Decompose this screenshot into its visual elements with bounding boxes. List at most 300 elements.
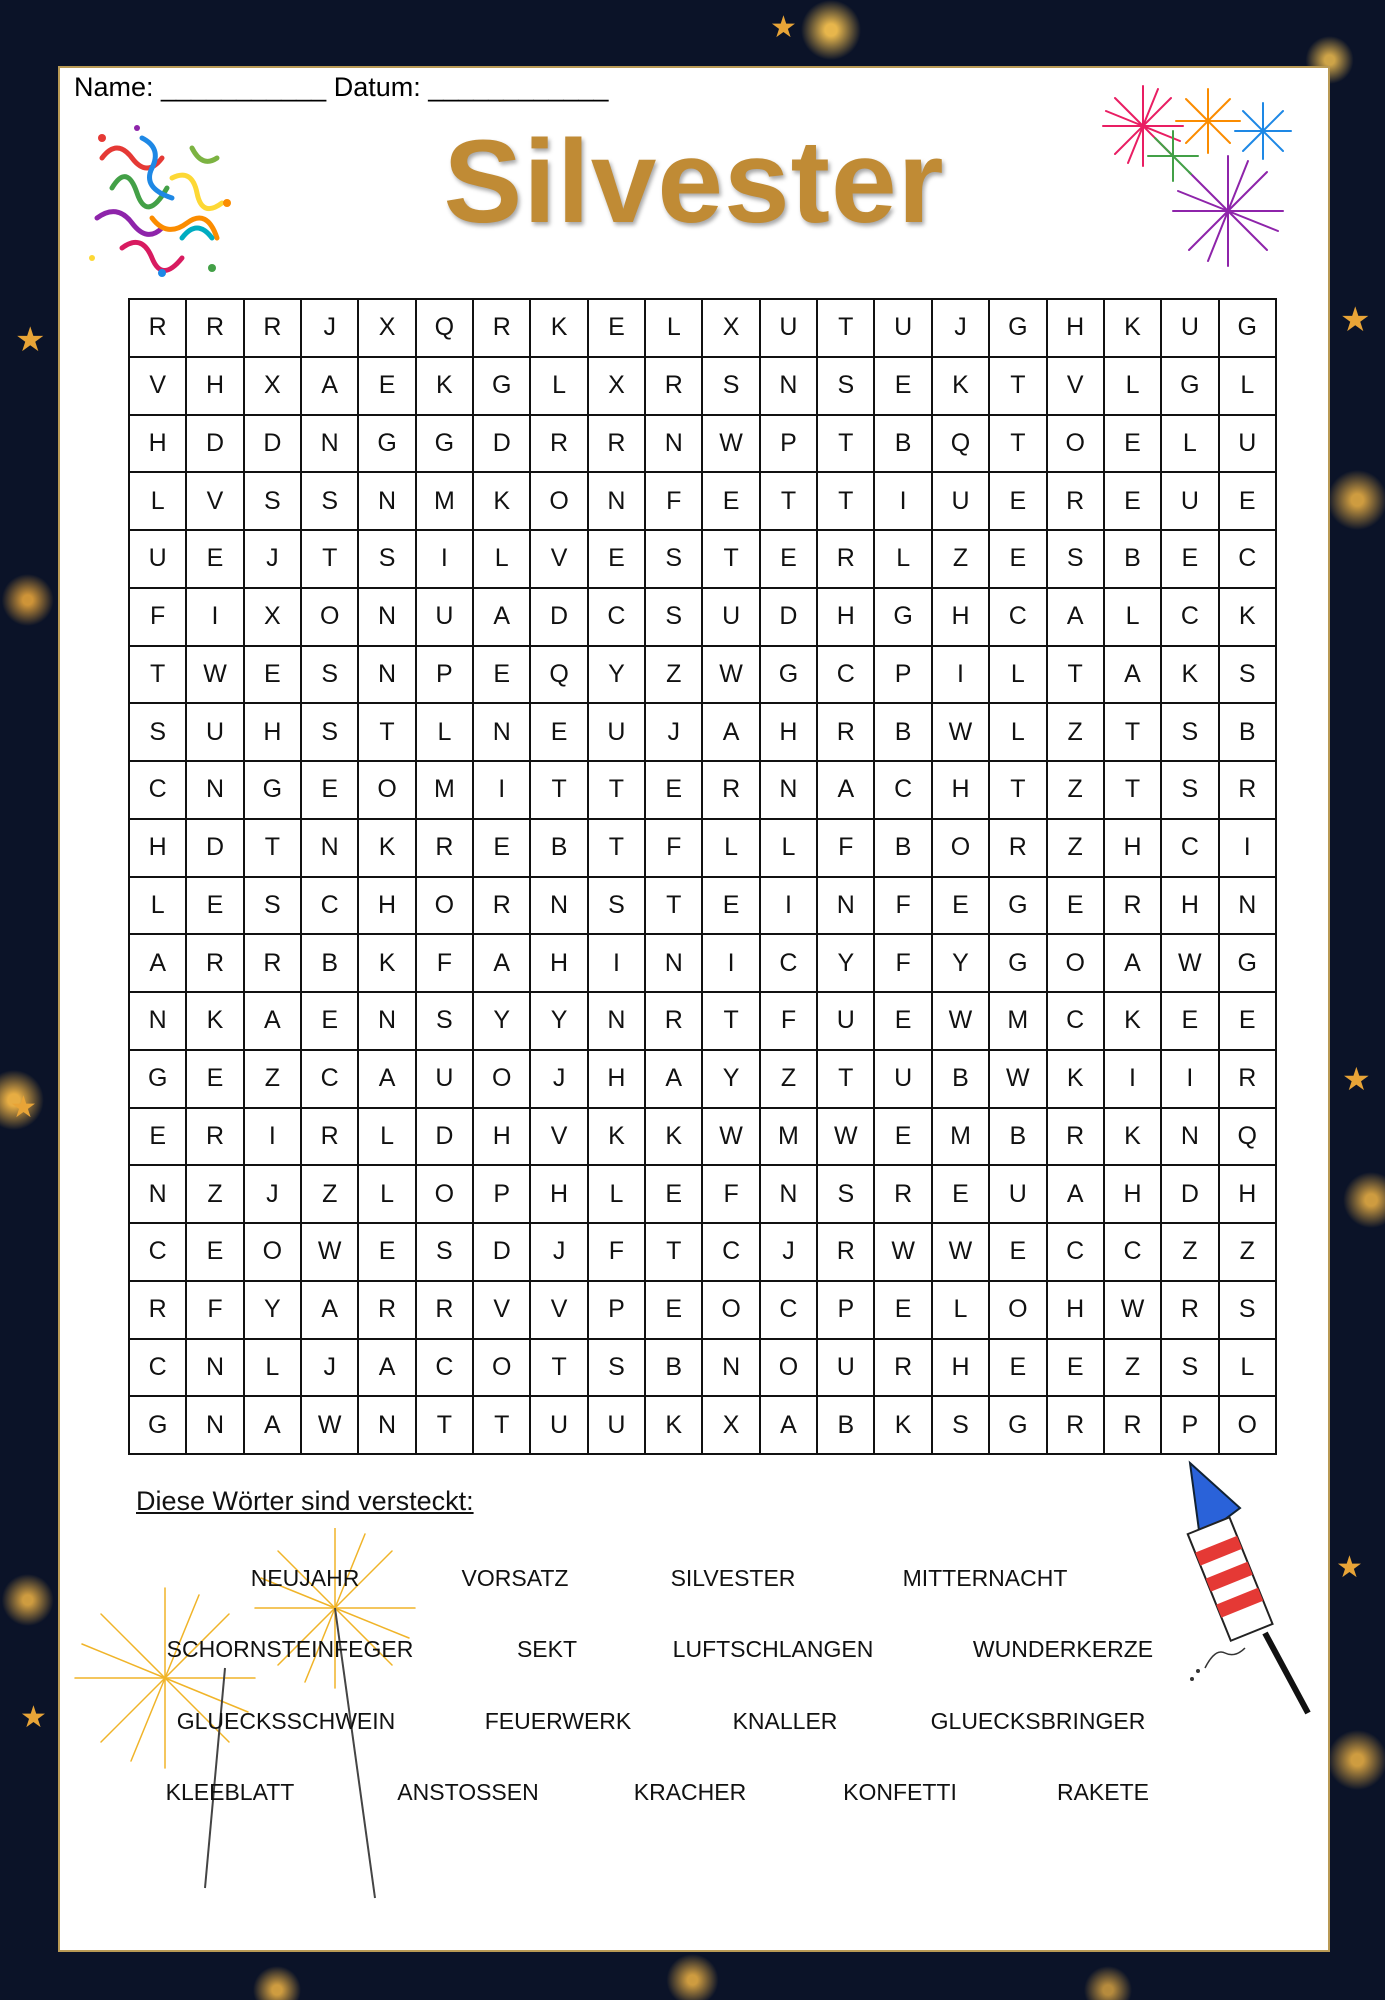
grid-cell: C (301, 877, 358, 935)
grid-cell: L (244, 1339, 301, 1397)
grid-cell: Q (530, 646, 587, 704)
grid-cell: E (186, 877, 243, 935)
grid-cell: U (416, 1050, 473, 1108)
grid-cell: T (817, 299, 874, 357)
grid-cell: R (1047, 472, 1104, 530)
grid-cell: C (702, 1223, 759, 1281)
grid-cell: T (588, 819, 645, 877)
grid-cell: H (1104, 819, 1161, 877)
grid-cell: F (645, 819, 702, 877)
grid-cell: Z (645, 646, 702, 704)
grid-cell: N (358, 472, 415, 530)
grid-cell: W (1104, 1281, 1161, 1339)
grid-cell: U (129, 530, 186, 588)
grid-row (129, 934, 1276, 992)
grid-cell: C (874, 761, 931, 819)
grid-cell: O (416, 1165, 473, 1223)
hidden-word: SEKT (516, 1636, 578, 1662)
grid-cell: C (760, 934, 817, 992)
star-icon: ★ (10, 1090, 37, 1125)
grid-cell: A (1047, 588, 1104, 646)
grid-cell: E (1219, 472, 1276, 530)
grid-cell: E (874, 357, 931, 415)
grid-cell: B (530, 819, 587, 877)
grid-cell: N (129, 992, 186, 1050)
grid-cell: T (817, 415, 874, 473)
grid-cell: Z (1047, 819, 1104, 877)
grid-row (129, 992, 1276, 1050)
grid-cell: O (1219, 1396, 1276, 1454)
grid-cell: C (817, 646, 874, 704)
grid-cell: N (588, 992, 645, 1050)
grid-row (129, 761, 1276, 819)
grid-cell: R (1047, 1396, 1104, 1454)
grid-cell: I (473, 761, 530, 819)
grid-cell: W (1161, 934, 1218, 992)
grid-cell: B (301, 934, 358, 992)
grid-cell: T (760, 472, 817, 530)
grid-cell: L (1104, 357, 1161, 415)
grid-cell: W (874, 1223, 931, 1281)
grid-cell: L (129, 877, 186, 935)
grid-cell: I (760, 877, 817, 935)
grid-cell: S (1161, 761, 1218, 819)
grid-cell: S (301, 646, 358, 704)
grid-cell: E (186, 1223, 243, 1281)
grid-cell: Z (1047, 761, 1104, 819)
grid-cell: E (645, 1165, 702, 1223)
grid-cell: R (416, 819, 473, 877)
grid-cell: H (588, 1050, 645, 1108)
grid-cell: E (874, 992, 931, 1050)
grid-cell: T (702, 992, 759, 1050)
grid-cell: K (1219, 588, 1276, 646)
grid-cell: G (416, 415, 473, 473)
grid-cell: A (244, 1396, 301, 1454)
grid-cell: R (473, 299, 530, 357)
grid-cell: O (358, 761, 415, 819)
grid-cell: O (473, 1050, 530, 1108)
grid-cell: J (645, 703, 702, 761)
grid-cell: X (244, 357, 301, 415)
grid-cell: O (530, 472, 587, 530)
grid-cell: B (989, 1108, 1046, 1166)
grid-cell: C (989, 588, 1046, 646)
grid-cell: Q (416, 299, 473, 357)
grid-cell: Z (1104, 1339, 1161, 1397)
grid-cell: E (473, 819, 530, 877)
grid-cell: A (301, 1281, 358, 1339)
grid-cell: X (702, 1396, 759, 1454)
grid-cell: T (989, 761, 1046, 819)
grid-cell: B (874, 415, 931, 473)
grid-cell: O (301, 588, 358, 646)
grid-row (129, 1165, 1276, 1223)
grid-cell: T (817, 472, 874, 530)
grid-cell: I (1104, 1050, 1161, 1108)
grid-cell: L (358, 1108, 415, 1166)
hidden-word: SCHORNSTEINFEGER (166, 1636, 414, 1662)
grid-cell: H (932, 588, 989, 646)
grid-cell: E (1161, 992, 1218, 1050)
hidden-word: SILVESTER (670, 1565, 796, 1591)
grid-cell: R (301, 1108, 358, 1166)
grid-cell: U (530, 1396, 587, 1454)
grid-cell: I (588, 934, 645, 992)
grid-row (129, 877, 1276, 935)
grid-cell: Q (932, 415, 989, 473)
grid-cell: E (186, 1050, 243, 1108)
grid-cell: S (588, 877, 645, 935)
grid-cell: T (645, 1223, 702, 1281)
grid-cell: O (416, 877, 473, 935)
grid-cell: E (588, 530, 645, 588)
grid-cell: P (473, 1165, 530, 1223)
grid-cell: C (129, 1223, 186, 1281)
grid-cell: H (186, 357, 243, 415)
grid-cell: G (1219, 934, 1276, 992)
grid-cell: L (874, 530, 931, 588)
grid-cell: P (588, 1281, 645, 1339)
grid-cell: R (817, 1223, 874, 1281)
grid-cell: S (817, 357, 874, 415)
grid-cell: X (588, 357, 645, 415)
grid-cell: M (989, 992, 1046, 1050)
grid-cell: T (416, 1396, 473, 1454)
grid-cell: S (244, 877, 301, 935)
grid-cell: Z (760, 1050, 817, 1108)
grid-cell: R (1219, 1050, 1276, 1108)
grid-cell: K (186, 992, 243, 1050)
grid-cell: S (358, 530, 415, 588)
grid-row (129, 472, 1276, 530)
grid-cell: U (760, 299, 817, 357)
grid-cell: M (932, 1108, 989, 1166)
grid-cell: X (702, 299, 759, 357)
grid-cell: L (129, 472, 186, 530)
grid-cell: T (530, 761, 587, 819)
grid-cell: J (301, 299, 358, 357)
grid-cell: C (1104, 1223, 1161, 1281)
grid-cell: U (186, 703, 243, 761)
grid-cell: O (1047, 415, 1104, 473)
grid-cell: L (989, 703, 1046, 761)
grid-row (129, 1281, 1276, 1339)
grid-cell: R (874, 1339, 931, 1397)
grid-cell: U (1161, 299, 1218, 357)
grid-cell: N (186, 761, 243, 819)
grid-cell: R (244, 934, 301, 992)
grid-cell: U (817, 992, 874, 1050)
grid-cell: R (817, 530, 874, 588)
grid-cell: O (760, 1339, 817, 1397)
grid-cell: S (1161, 703, 1218, 761)
grid-cell: S (645, 530, 702, 588)
grid-cell: G (1219, 299, 1276, 357)
grid-cell: R (874, 1165, 931, 1223)
grid-cell: V (530, 1108, 587, 1166)
grid-cell: E (874, 1281, 931, 1339)
grid-cell: E (645, 1281, 702, 1339)
grid-cell: G (874, 588, 931, 646)
grid-cell: G (989, 1396, 1046, 1454)
grid-cell: Q (1219, 1108, 1276, 1166)
grid-cell: C (129, 1339, 186, 1397)
grid-cell: W (932, 992, 989, 1050)
grid-cell: L (932, 1281, 989, 1339)
grid-cell: N (358, 992, 415, 1050)
grid-cell: S (1219, 646, 1276, 704)
grid-cell: N (817, 877, 874, 935)
grid-cell: A (817, 761, 874, 819)
grid-cell: G (358, 415, 415, 473)
grid-row (129, 703, 1276, 761)
grid-cell: S (932, 1396, 989, 1454)
grid-cell: B (1219, 703, 1276, 761)
grid-cell: R (1047, 1108, 1104, 1166)
grid-cell: F (588, 1223, 645, 1281)
grid-cell: V (186, 472, 243, 530)
grid-cell: D (530, 588, 587, 646)
grid-cell: E (1161, 530, 1218, 588)
grid-cell: K (645, 1396, 702, 1454)
grid-cell: U (588, 1396, 645, 1454)
grid-cell: E (244, 646, 301, 704)
grid-cell: W (702, 1108, 759, 1166)
grid-cell: N (588, 472, 645, 530)
grid-cell: T (588, 761, 645, 819)
grid-cell: D (244, 415, 301, 473)
star-icon: ★ (15, 320, 46, 360)
grid-cell: G (1161, 357, 1218, 415)
grid-cell: L (530, 357, 587, 415)
grid-cell: R (645, 992, 702, 1050)
rocket-icon (1170, 1453, 1320, 1723)
grid-cell: B (817, 1396, 874, 1454)
grid-cell: L (702, 819, 759, 877)
grid-cell: A (129, 934, 186, 992)
grid-cell: E (989, 472, 1046, 530)
grid-cell: A (358, 1339, 415, 1397)
grid-cell: I (416, 530, 473, 588)
grid-cell: Z (1047, 703, 1104, 761)
hidden-word: LUFTSCHLANGEN (672, 1636, 874, 1662)
grid-cell: P (1161, 1396, 1218, 1454)
grid-cell: Z (244, 1050, 301, 1108)
grid-cell: L (1104, 588, 1161, 646)
grid-cell: D (186, 819, 243, 877)
grid-cell: S (817, 1165, 874, 1223)
grid-cell: S (301, 472, 358, 530)
grid-cell: E (301, 761, 358, 819)
grid-cell: N (358, 646, 415, 704)
grid-cell: S (1219, 1281, 1276, 1339)
grid-row (129, 299, 1276, 357)
grid-cell: F (416, 934, 473, 992)
grid-cell: F (874, 934, 931, 992)
grid-cell: G (989, 934, 1046, 992)
grid-cell: E (989, 530, 1046, 588)
grid-cell: E (1104, 415, 1161, 473)
grid-cell: U (874, 1050, 931, 1108)
grid-cell: H (244, 703, 301, 761)
grid-cell: N (301, 819, 358, 877)
grid-cell: A (358, 1050, 415, 1108)
grid-cell: T (817, 1050, 874, 1108)
grid-cell: N (301, 415, 358, 473)
hidden-word: WUNDERKERZE (972, 1636, 1154, 1662)
grid-cell: R (129, 299, 186, 357)
grid-cell: E (645, 761, 702, 819)
grid-cell: D (186, 415, 243, 473)
grid-cell: A (301, 357, 358, 415)
grid-cell: J (760, 1223, 817, 1281)
grid-row (129, 530, 1276, 588)
grid-cell: K (645, 1108, 702, 1166)
grid-cell: M (416, 472, 473, 530)
grid-cell: S (645, 588, 702, 646)
grid-cell: V (1047, 357, 1104, 415)
grid-cell: A (1104, 934, 1161, 992)
grid-cell: H (817, 588, 874, 646)
grid-row (129, 357, 1276, 415)
grid-cell: O (989, 1281, 1046, 1339)
grid-cell: U (702, 588, 759, 646)
grid-cell: I (874, 472, 931, 530)
hidden-word: NEUJAHR (250, 1565, 360, 1591)
grid-cell: A (244, 992, 301, 1050)
grid-cell: N (530, 877, 587, 935)
grid-cell: T (473, 1396, 530, 1454)
grid-cell: R (989, 819, 1046, 877)
grid-cell: E (530, 703, 587, 761)
grid-cell: B (1104, 530, 1161, 588)
grid-cell: W (817, 1108, 874, 1166)
grid-cell: V (129, 357, 186, 415)
grid-cell: H (530, 1165, 587, 1223)
grid-cell: E (301, 992, 358, 1050)
grid-cell: K (1161, 646, 1218, 704)
grid-cell: H (932, 1339, 989, 1397)
grid-cell: H (473, 1108, 530, 1166)
grid-cell: S (129, 703, 186, 761)
grid-cell: R (358, 1281, 415, 1339)
hidden-word: RAKETE (1056, 1779, 1150, 1805)
hidden-word: FEUERWERK (484, 1708, 632, 1734)
grid-cell: N (358, 1396, 415, 1454)
grid-cell: I (186, 588, 243, 646)
grid-cell: B (645, 1339, 702, 1397)
grid-cell: E (129, 1108, 186, 1166)
grid-cell: N (1219, 877, 1276, 935)
grid-cell: L (1161, 415, 1218, 473)
grid-cell: L (645, 299, 702, 357)
grid-cell: R (588, 415, 645, 473)
grid-cell: R (645, 357, 702, 415)
grid-cell: U (1219, 415, 1276, 473)
grid-cell: C (1047, 1223, 1104, 1281)
grid-cell: M (760, 1108, 817, 1166)
grid-cell: C (1219, 530, 1276, 588)
grid-cell: N (186, 1339, 243, 1397)
grid-cell: Y (817, 934, 874, 992)
grid-cell: S (416, 1223, 473, 1281)
grid-cell: E (588, 299, 645, 357)
grid-cell: U (817, 1339, 874, 1397)
grid-cell: L (760, 819, 817, 877)
page-title: Silvester (443, 116, 945, 248)
grid-cell: T (129, 646, 186, 704)
grid-cell: H (129, 415, 186, 473)
grid-cell: H (129, 819, 186, 877)
grid-cell: A (1104, 646, 1161, 704)
grid-cell: J (244, 530, 301, 588)
star-icon: ★ (1342, 1060, 1371, 1098)
grid-cell: N (760, 1165, 817, 1223)
grid-cell: R (817, 703, 874, 761)
grid-cell: K (473, 472, 530, 530)
grid-cell: S (588, 1339, 645, 1397)
grid-cell: E (989, 1223, 1046, 1281)
hidden-word: VORSATZ (461, 1565, 569, 1591)
grid-cell: N (1161, 1108, 1218, 1166)
name-date-line: Name: ___________ Datum: ____________ (74, 72, 609, 102)
grid-cell: H (932, 761, 989, 819)
grid-cell: N (129, 1165, 186, 1223)
hidden-word: GLUECKSBRINGER (930, 1708, 1146, 1734)
grid-cell: C (760, 1281, 817, 1339)
grid-cell: J (301, 1339, 358, 1397)
grid-cell: U (989, 1165, 1046, 1223)
hidden-word: ANSTOSSEN (397, 1779, 539, 1805)
grid-cell: W (702, 646, 759, 704)
grid-cell: W (301, 1396, 358, 1454)
grid-cell: W (989, 1050, 1046, 1108)
grid-cell: G (129, 1050, 186, 1108)
grid-cell: H (1219, 1165, 1276, 1223)
grid-cell: T (358, 703, 415, 761)
grid-cell: W (702, 415, 759, 473)
grid-cell: G (760, 646, 817, 704)
hidden-word: KONFETTI (843, 1779, 957, 1805)
grid-cell: I (932, 646, 989, 704)
grid-cell: F (817, 819, 874, 877)
grid-cell: Y (588, 646, 645, 704)
grid-cell: F (702, 1165, 759, 1223)
grid-cell: X (244, 588, 301, 646)
grid-cell: E (358, 1223, 415, 1281)
grid-cell: R (1104, 877, 1161, 935)
hidden-word: GLUECKSSCHWEIN (176, 1708, 396, 1734)
grid-cell: R (186, 934, 243, 992)
grid-cell: R (129, 1281, 186, 1339)
grid-cell: F (186, 1281, 243, 1339)
hidden-word: KLEEBLATT (165, 1779, 295, 1805)
grid-cell: Z (186, 1165, 243, 1223)
grid-cell: R (186, 299, 243, 357)
grid-cell: K (530, 299, 587, 357)
grid-cell: T (989, 415, 1046, 473)
grid-cell: V (473, 1281, 530, 1339)
grid-row (129, 1050, 1276, 1108)
grid-cell: B (874, 703, 931, 761)
grid-cell: H (1047, 1281, 1104, 1339)
grid-row (129, 1339, 1276, 1397)
grid-cell: F (645, 472, 702, 530)
grid-cell: C (1047, 992, 1104, 1050)
grid-cell: D (1161, 1165, 1218, 1223)
grid-cell: H (1161, 877, 1218, 935)
